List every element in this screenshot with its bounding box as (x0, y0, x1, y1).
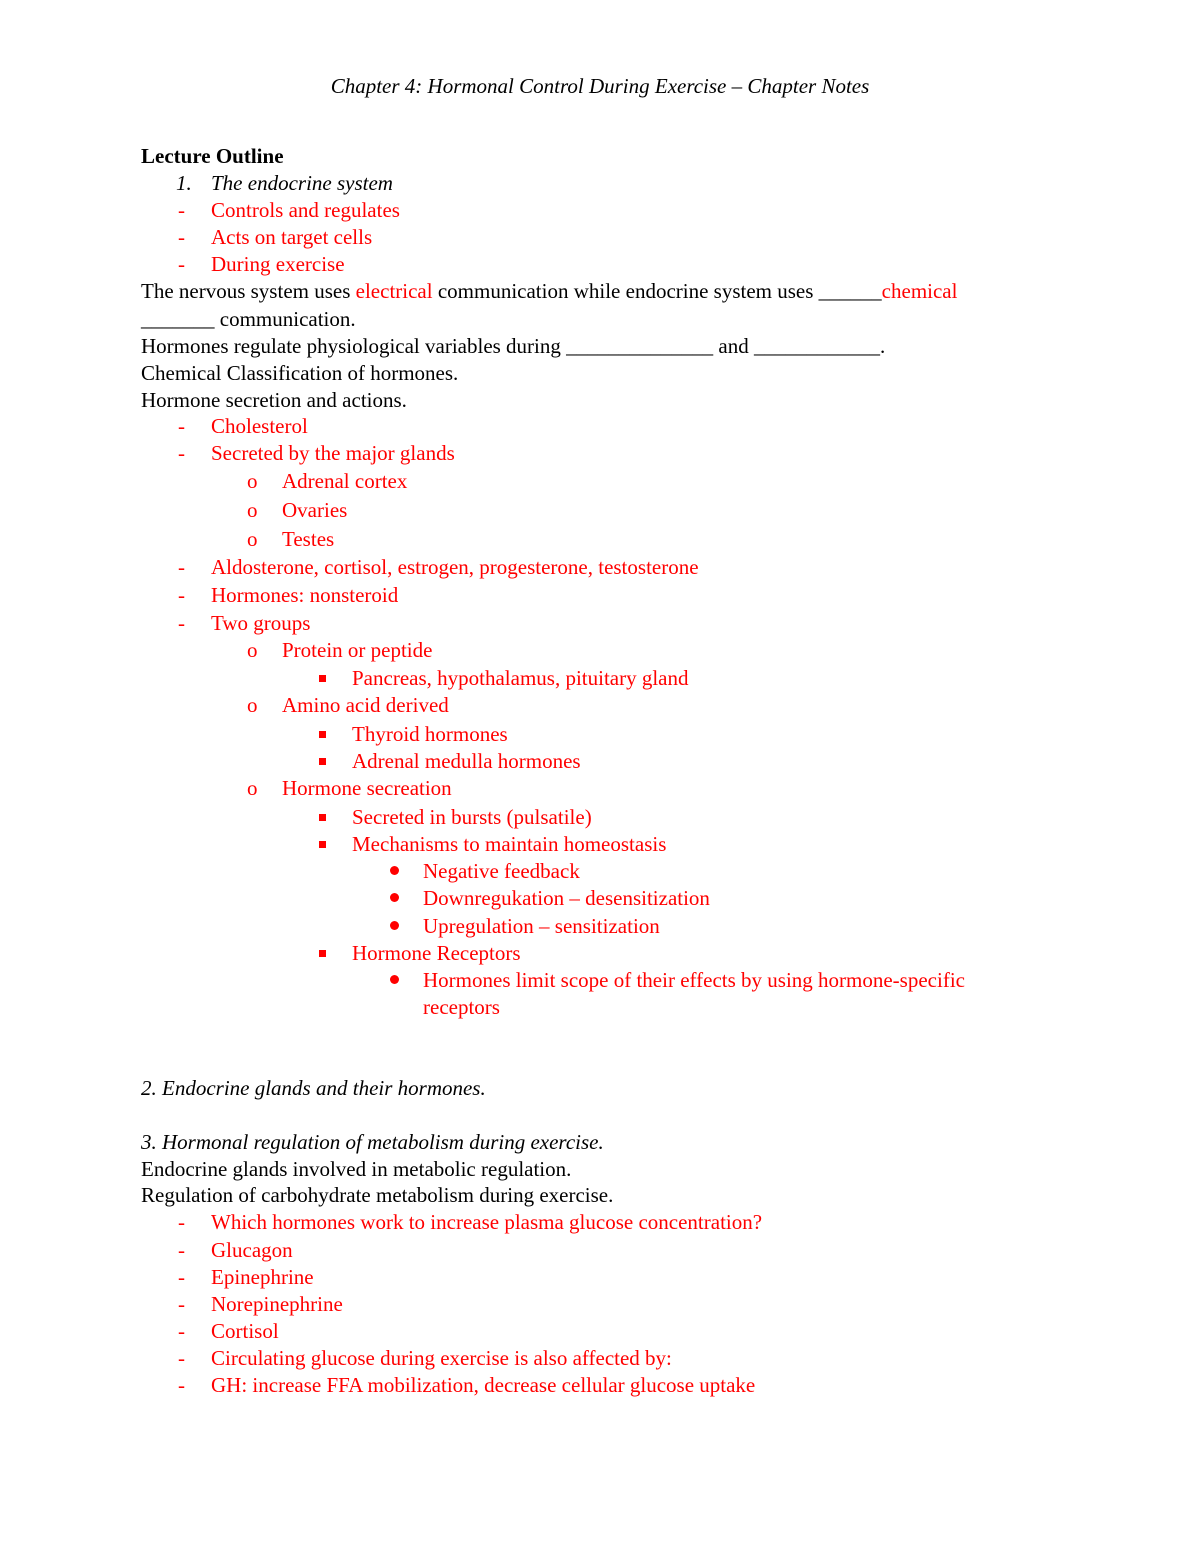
square-bullet-icon (319, 814, 326, 821)
list-item: Hormone Receptors (352, 941, 521, 965)
hormone-secretion: Hormone secretion and actions. (141, 388, 407, 412)
dash-bullet: - (178, 1265, 185, 1289)
list-item: Hormone secreation (282, 776, 452, 800)
list-item: Cholesterol (211, 414, 308, 438)
dash-bullet: - (178, 555, 185, 579)
round-bullet-icon (390, 866, 399, 875)
list-item: GH: increase FFA mobilization, decrease cellular glucose uptake (211, 1373, 756, 1397)
list-item: Acts on target cells (211, 225, 373, 249)
hormones-paragraph: Hormones regulate physiological variables during ______________ and ____________. (141, 334, 886, 358)
circle-bullet: o (247, 638, 258, 662)
dash-bullet: - (178, 225, 185, 249)
dash-bullet: - (178, 1373, 185, 1397)
list-item: Epinephrine (211, 1265, 314, 1289)
list-item: Protein or peptide (282, 638, 433, 662)
section-1-number: 1. (176, 171, 192, 195)
list-item: During exercise (211, 252, 345, 276)
list-item: Aldosterone, cortisol, estrogen, progesterone, testosterone (211, 555, 699, 579)
circle-bullet: o (247, 527, 258, 551)
dash-bullet: - (178, 1346, 185, 1370)
section-2-title: 2. Endocrine glands and their hormones. (141, 1076, 486, 1100)
outline-title: Lecture Outline (141, 144, 284, 168)
page-header: Chapter 4: Hormonal Control During Exercise – Chapter Notes (330, 74, 870, 98)
dash-bullet: - (178, 1292, 185, 1316)
list-item: Thyroid hormones (352, 722, 508, 746)
dash-bullet: - (178, 1238, 185, 1262)
nervous-paragraph-line1: The nervous system uses electrical communication while endocrine system uses ______chemical (141, 279, 958, 303)
list-item: Negative feedback (423, 859, 580, 883)
dash-bullet: - (178, 198, 185, 222)
dash-bullet: - (178, 611, 185, 635)
nervous-paragraph-line2: _______ communication. (141, 307, 356, 331)
circle-bullet: o (247, 776, 258, 800)
dash-bullet: - (178, 1319, 185, 1343)
list-item-continued: receptors (423, 995, 500, 1019)
section-1-title: The endocrine system (211, 171, 393, 195)
list-item: Testes (282, 527, 335, 551)
square-bullet-icon (319, 950, 326, 957)
square-bullet-icon (319, 841, 326, 848)
list-item: Controls and regulates (211, 198, 400, 222)
list-item: Hormones limit scope of their effects by using hormone-specific (423, 968, 965, 992)
list-item: Two groups (211, 611, 311, 635)
square-bullet-icon (319, 675, 326, 682)
list-item: Pancreas, hypothalamus, pituitary gland (352, 666, 689, 690)
square-bullet-icon (319, 758, 326, 765)
section-3-paragraph: Regulation of carbohydrate metabolism during exercise. (141, 1183, 614, 1207)
round-bullet-icon (390, 893, 399, 902)
list-item: Which hormones work to increase plasma glucose concentration? (211, 1210, 763, 1234)
dash-bullet: - (178, 1210, 185, 1234)
list-item: Cortisol (211, 1319, 279, 1343)
list-item: Circulating glucose during exercise is also affected by: (211, 1346, 672, 1370)
list-item: Ovaries (282, 498, 348, 522)
list-item: Norepinephrine (211, 1292, 343, 1316)
list-item: Upregulation – sensitization (423, 914, 660, 938)
round-bullet-icon (390, 921, 399, 930)
circle-bullet: o (247, 693, 258, 717)
section-3-title: 3. Hormonal regulation of metabolism during exercise. (141, 1130, 604, 1154)
dash-bullet: - (178, 414, 185, 438)
list-item: Secreted by the major glands (211, 441, 455, 465)
dash-bullet: - (178, 252, 185, 276)
section-3-paragraph: Endocrine glands involved in metabolic regulation. (141, 1157, 572, 1181)
list-item: Amino acid derived (282, 693, 449, 717)
circle-bullet: o (247, 498, 258, 522)
dash-bullet: - (178, 441, 185, 465)
dash-bullet: - (178, 583, 185, 607)
list-item: Adrenal cortex (282, 469, 408, 493)
list-item: Hormones: nonsteroid (211, 583, 399, 607)
round-bullet-icon (390, 975, 399, 984)
circle-bullet: o (247, 469, 258, 493)
list-item: Glucagon (211, 1238, 293, 1262)
list-item: Downregukation – desensitization (423, 886, 710, 910)
list-item: Secreted in bursts (pulsatile) (352, 805, 592, 829)
chemical-classification: Chemical Classification of hormones. (141, 361, 459, 385)
square-bullet-icon (319, 731, 326, 738)
list-item: Mechanisms to maintain homeostasis (352, 832, 667, 856)
list-item: Adrenal medulla hormones (352, 749, 581, 773)
